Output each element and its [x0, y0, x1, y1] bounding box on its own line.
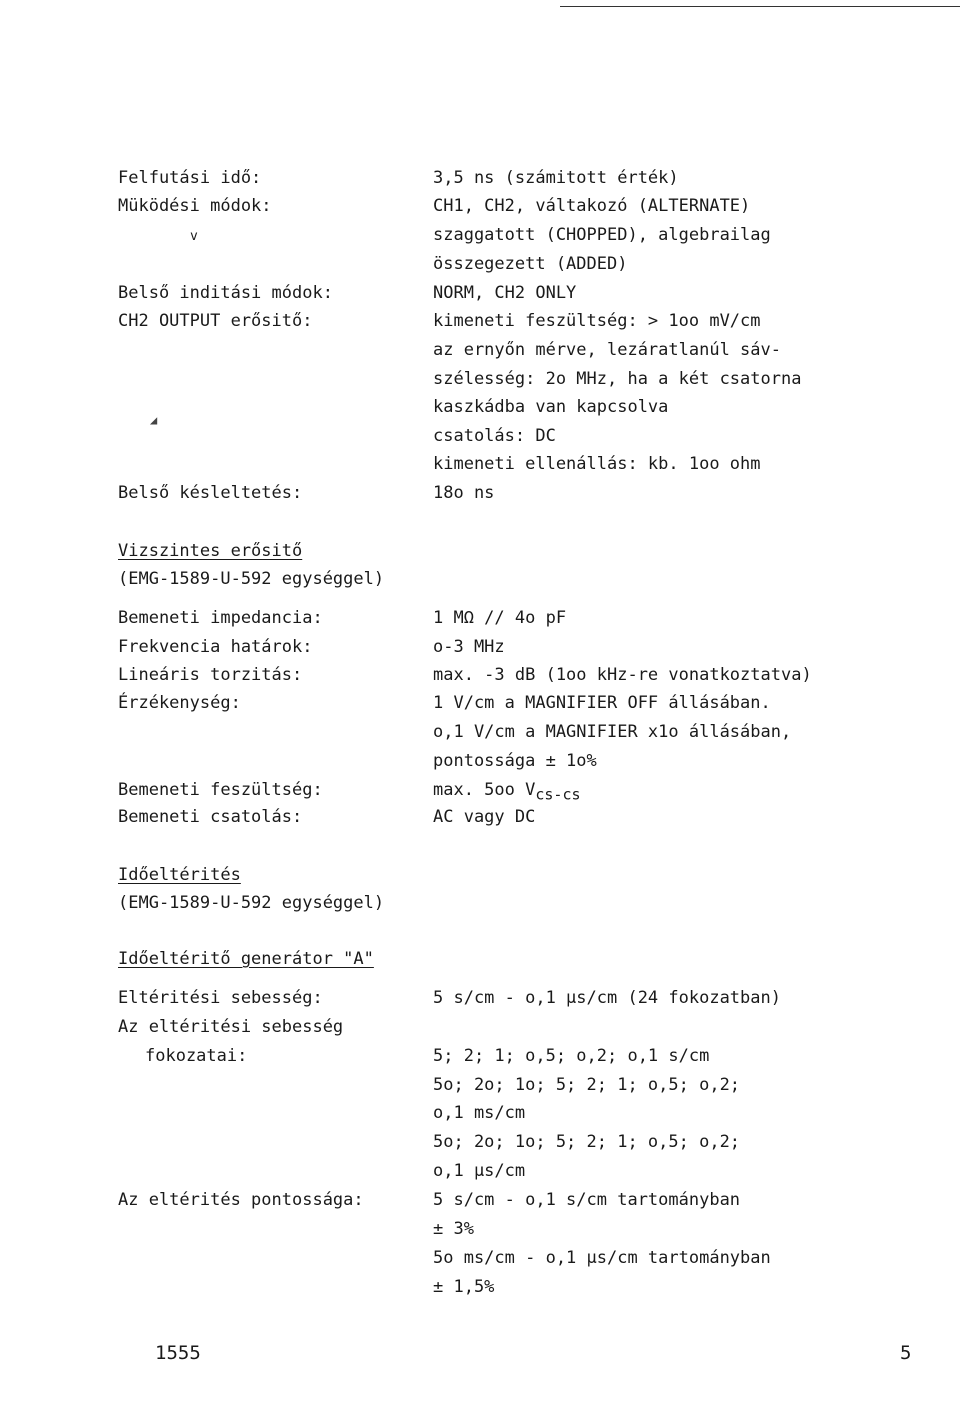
section-subtitle: (EMG-1589-U-592 egységgel): [118, 893, 385, 913]
label-sweep-accuracy: Az eltérités pontossága:: [118, 1190, 364, 1210]
label-sweep-speed: Eltéritési sebesség:: [118, 988, 323, 1008]
value-line: ± 3%: [433, 1219, 474, 1239]
value-line: pontossága ± 1o%: [433, 751, 597, 771]
label-linear-distortion: Lineáris torzitás:: [118, 665, 303, 685]
label-input-coupling: Bemeneti csatolás:: [118, 807, 303, 827]
value-line: kimeneti ellenállás: kb. 1oo ohm: [433, 454, 761, 474]
label-steps: fokozatai:: [145, 1046, 248, 1066]
value-line: ± 1,5%: [433, 1277, 495, 1297]
value-line: 5o ms/cm - o,1 μs/cm tartományban: [433, 1248, 771, 1268]
value-line: 5 s/cm - o,1 μs/cm (24 fokozatban): [433, 988, 781, 1008]
value-line: kimeneti feszültség: > 1oo mV/cm: [433, 311, 761, 331]
section-subtitle: (EMG-1589-U-592 egységgel): [118, 569, 385, 589]
value-line: 1 MΩ // 4o pF: [433, 608, 567, 628]
voltage-subscript: cs-cs: [535, 785, 581, 804]
ink-speck: ◢: [150, 413, 158, 427]
label-sweep-speed-steps: Az eltéritési sebesség: [118, 1017, 344, 1037]
top-rule: [560, 6, 960, 7]
voltage-prefix: max. 5oo V: [433, 780, 536, 800]
value-line: o,1 ms/cm: [433, 1103, 526, 1123]
value-line: szaggatott (CHOPPED), algebrailag: [433, 225, 771, 245]
label-mark-v: v: [190, 229, 198, 244]
value-line: CH1, CH2, váltakozó (ALTERNATE): [433, 196, 751, 216]
value-line: 5o; 2o; 1o; 5; 2; 1; o,5; o,2;: [433, 1075, 741, 1095]
value-line: 3,5 ns (számitott érték): [433, 168, 679, 188]
value-line: max. -3 dB (1oo kHz-re vonatkoztatva): [433, 665, 812, 685]
value-line: szélesség: 2o MHz, ha a két csatorna: [433, 369, 802, 389]
value-line: csatolás: DC: [433, 426, 556, 446]
value-line: összegezett (ADDED): [433, 254, 628, 274]
label-input-voltage: Bemeneti feszültség:: [118, 780, 323, 800]
label-internal-trigger-modes: Belső inditási módok:: [118, 283, 333, 303]
label-operating-modes: Müködési módok:: [118, 196, 272, 216]
label-frequency-limits: Frekvencia határok:: [118, 637, 313, 657]
value-line: o,1 V/cm a MAGNIFIER x1o állásában,: [433, 722, 792, 742]
label-ch2-output-amplifier: CH2 OUTPUT erősitő:: [118, 311, 313, 331]
label-rise-time: Felfutási idő:: [118, 168, 262, 188]
value-line: kaszkádba van kapcsolva: [433, 397, 669, 417]
label-internal-delay: Belső késleltetés:: [118, 483, 303, 503]
page-number: 5: [900, 1342, 912, 1364]
value-line: 1 V/cm a MAGNIFIER OFF állásában.: [433, 693, 771, 713]
value-line: NORM, CH2 ONLY: [433, 283, 577, 303]
section-title: Vizszintes erősitő: [118, 541, 303, 561]
label-sensitivity: Érzékenység:: [118, 693, 241, 713]
section-title: Időeltéritő generátor "A": [118, 949, 374, 969]
value-line: 5; 2; 1; o,5; o,2; o,1 s/cm: [433, 1046, 710, 1066]
value-line: 18o ns: [433, 483, 495, 503]
value-line: 5o; 2o; 1o; 5; 2; 1; o,5; o,2;: [433, 1132, 741, 1152]
label-input-impedance: Bemeneti impedancia:: [118, 608, 323, 628]
value-line: az ernyőn mérve, lezáratlanúl sáv-: [433, 340, 781, 360]
value-line: AC vagy DC: [433, 807, 536, 827]
footer-code: 1555: [155, 1342, 201, 1364]
value-line: o,1 μs/cm: [433, 1161, 526, 1181]
value-line: 5 s/cm - o,1 s/cm tartományban: [433, 1190, 741, 1210]
section-title: Időeltérités: [118, 865, 241, 885]
value-line: o-3 MHz: [433, 637, 505, 657]
